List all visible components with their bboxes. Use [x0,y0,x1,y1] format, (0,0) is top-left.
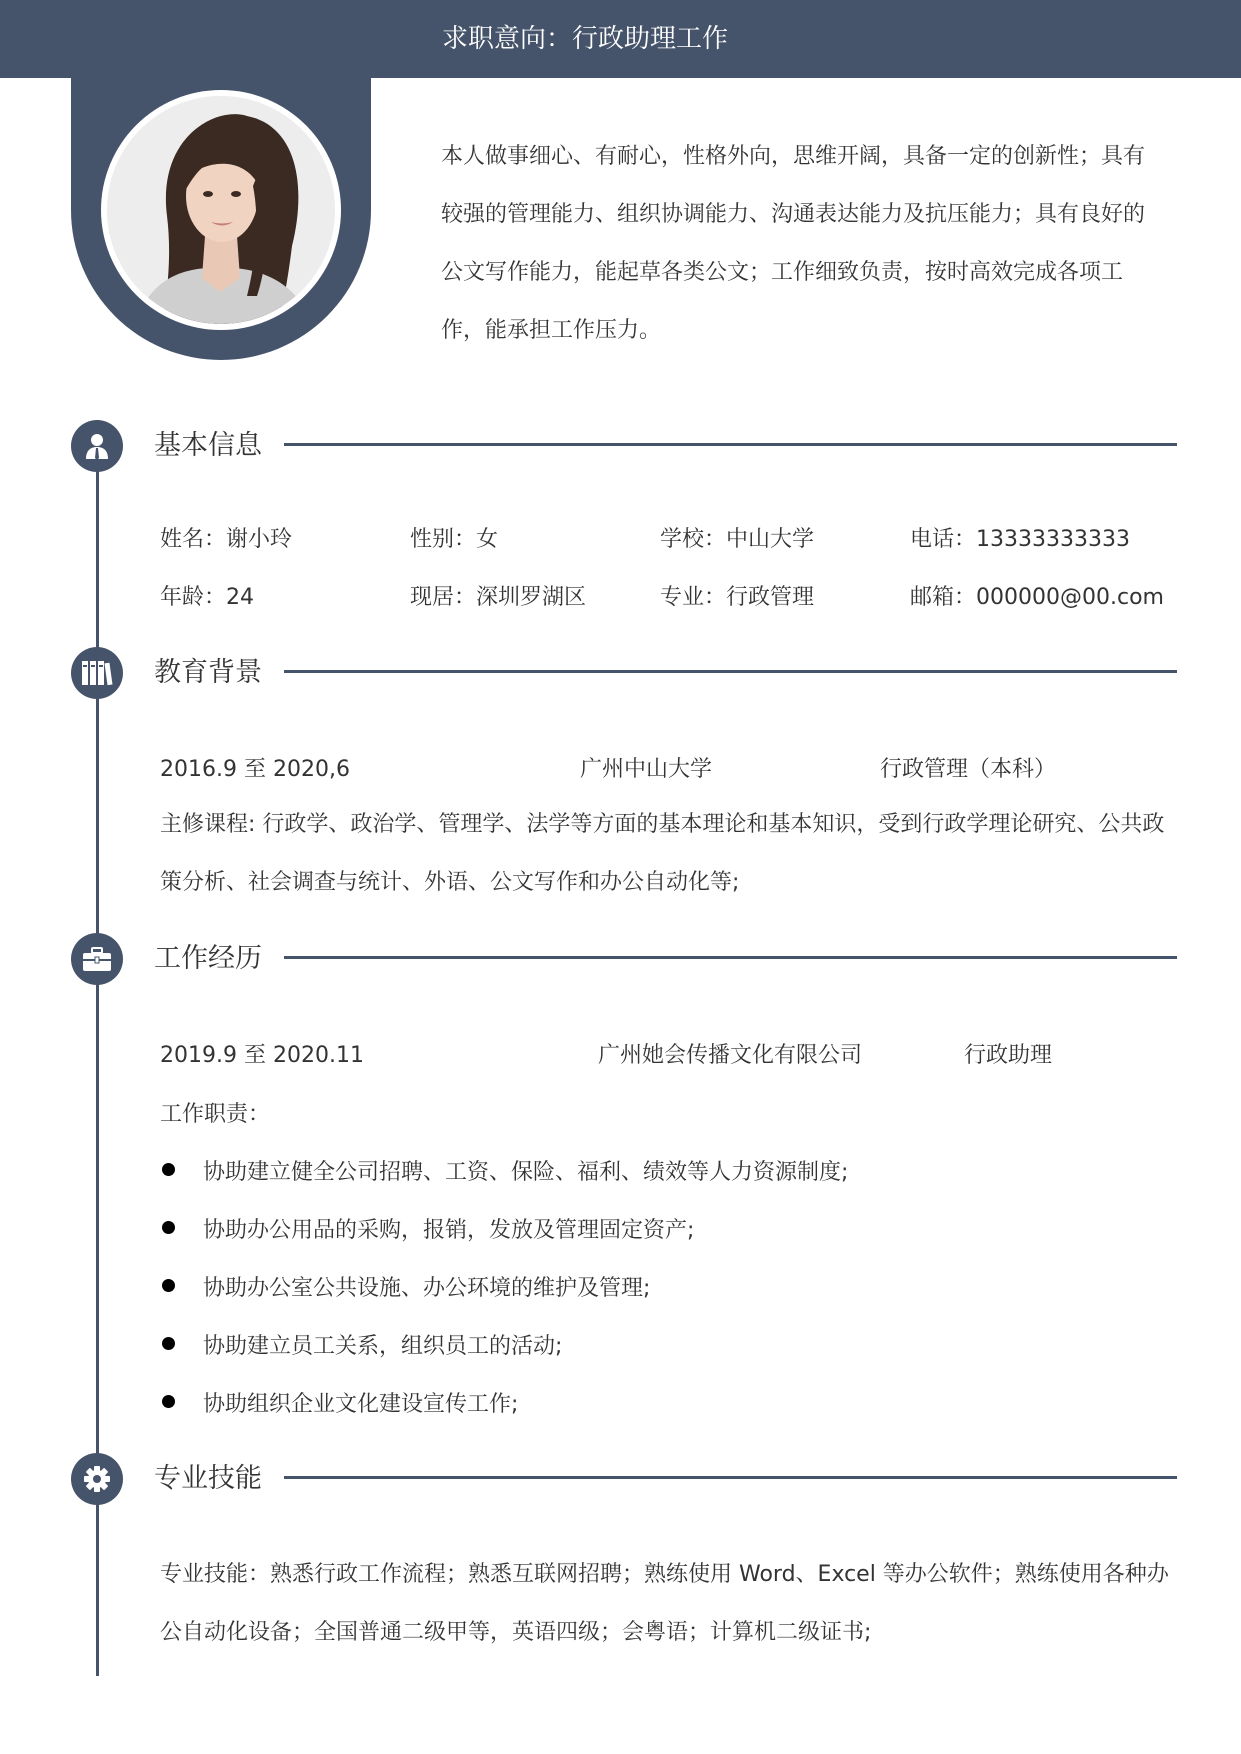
work-duty-item: 协助建立员工关系，组织员工的活动; [203,1334,563,1359]
info-age: 年龄：24 [160,585,254,610]
profile-photo [107,96,335,324]
work-duties-label: 工作职责： [160,1102,271,1127]
header-bar [0,0,1241,78]
bullet-icon [162,1395,175,1408]
info-residence: 现居：深圳罗湖区 [410,585,587,610]
work-duty-item: 协助建立健全公司招聘、工资、保险、福利、绩效等人力资源制度; [203,1160,849,1185]
info-gender: 性别：女 [410,527,499,552]
education-school: 广州中山大学 [580,757,713,782]
self-introduction: 本人做事细心、有耐心，性格外向，思维开阔，具备一定的创新性；具有较强的管理能力、组织协调能力、沟通表达能力及抗压能力；具有良好的公文写作能力，能起草各类公文；工作细致负责，按时高效完成各项工作，能承担工作压力。 [441,144,1146,343]
section-title-skills: 专业技能 [154,1463,262,1494]
section-title-basic: 基本信息 [154,430,262,461]
info-name: 姓名：谢小玲 [160,527,293,552]
work-period: 2019.9 至 2020.11 [160,1043,364,1068]
bullet-icon [162,1337,175,1350]
books-icon [71,647,123,699]
info-school: 学校：中山大学 [660,527,815,552]
info-major: 专业：行政管理 [660,585,815,610]
work-duty-item: 协助办公用品的采购，报销，发放及管理固定资产; [203,1218,695,1243]
work-position: 行政助理 [964,1043,1053,1068]
info-phone: 电话：13333333333 [910,527,1130,552]
work-duty-item: 协助办公室公共设施、办公环境的维护及管理; [203,1276,651,1301]
bullet-icon [162,1279,175,1292]
education-period: 2016.9 至 2020,6 [160,757,350,782]
info-email: 邮箱：000000@00.com [910,585,1164,610]
portrait-illustration [107,96,335,324]
section-divider [284,670,1177,673]
bullet-icon [162,1221,175,1234]
section-divider [284,443,1177,446]
job-objective-title: 求职意向：行政助理工作 [441,24,728,54]
gear-icon [71,1453,123,1505]
work-duty-item: 协助组织企业文化建设宣传工作; [203,1392,519,1417]
education-major: 行政管理（本科） [880,757,1057,782]
person-icon [71,420,123,472]
skills-text: 专业技能：熟悉行政工作流程；熟悉互联网招聘；熟练使用 Word、Excel 等办公软件；熟练使用各种办公自动化设备；全国普通二级甲等，英语四级；会粤语；计算机二级证书; [160,1562,1169,1645]
work-company: 广州她会传播文化有限公司 [598,1043,863,1068]
bullet-icon [162,1163,175,1176]
briefcase-icon [71,933,123,985]
section-divider [284,956,1177,959]
section-divider [284,1476,1177,1479]
section-title-work: 工作经历 [154,943,262,974]
section-title-education: 教育背景 [154,657,262,688]
education-courses: 主修课程: 行政学、政治学、管理学、法学等方面的基本理论和基本知识，受到行政学理论研究、公共政策分析、社会调查与统计、外语、公文写作和办公自动化等; [160,812,1165,895]
